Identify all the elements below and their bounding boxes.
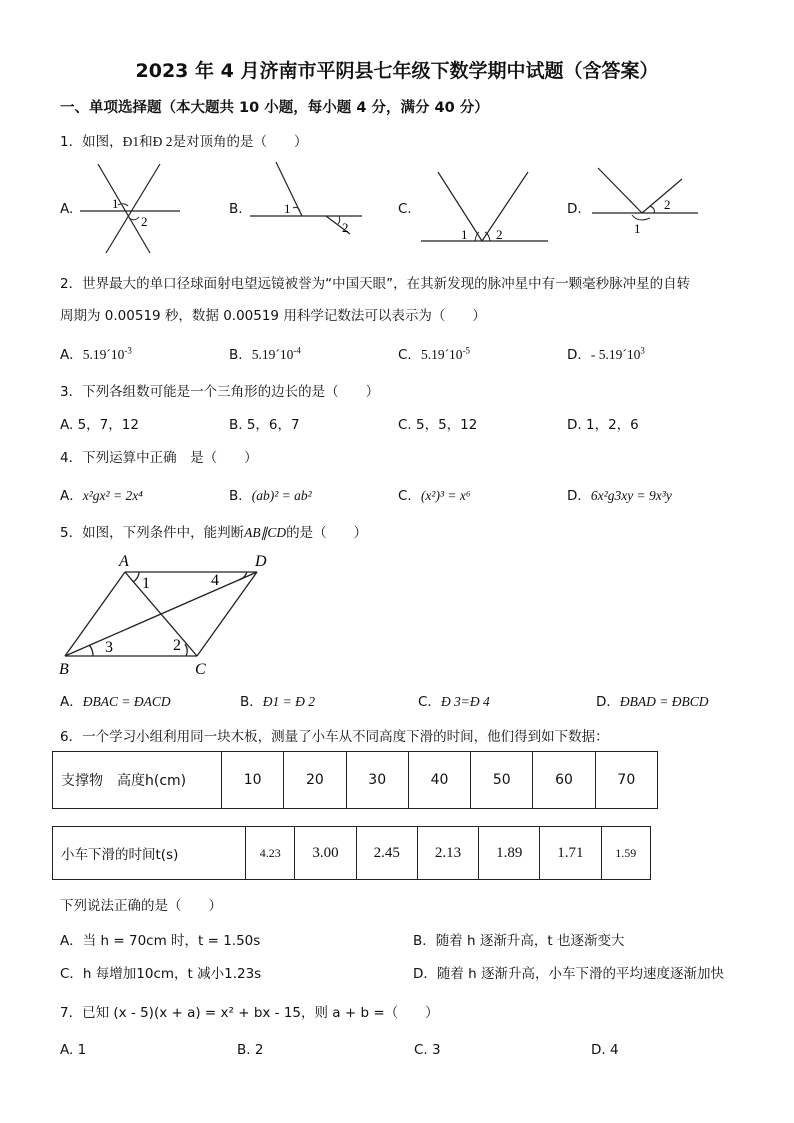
q5-condition: AB∥CD (244, 525, 287, 540)
q5-point-a: A (119, 553, 129, 570)
table-row (53, 827, 651, 880)
table-cell: 10 (222, 752, 284, 809)
q2-option-d-base: - 5.19´10 (590, 347, 641, 362)
table-row (53, 752, 658, 809)
q1d-angle-1-label: 1 (634, 221, 641, 236)
question-1-stem (60, 130, 307, 150)
q5-option-b-label: B． (240, 694, 263, 710)
q6-height-table (52, 751, 658, 809)
table-cell: 1.59 (601, 827, 650, 880)
q4-option-a-expr: x²gx² = 2x⁴ (82, 488, 143, 503)
q7-option-d: D. 4 (591, 1042, 619, 1058)
q2-option-d (567, 343, 645, 363)
q2-option-b-label: B． (229, 347, 252, 363)
q6-option-d: D．随着 h 逐渐升高，小车下滑的平均速度逐渐加快 (413, 966, 725, 982)
table-cell: 50 (471, 752, 533, 809)
table-header-cell: 小车下滑的时间t(s) (53, 827, 246, 880)
q1d-angle-2-label: 2 (664, 197, 671, 212)
q5-option-d-expr: ÐBAD = ÐBCD (619, 694, 709, 709)
table-cell: 1.71 (540, 827, 601, 880)
q1-figure-c (418, 168, 550, 246)
q1-stem-prefix: 1．如图， (60, 134, 123, 150)
q5-point-b: B (59, 661, 69, 676)
q4-option-c-expr: (x²)³ = x⁶ (420, 488, 471, 503)
page-title: 2023 年 4 月济南市平阴县七年级下数学期中试题（含答案） (135, 60, 659, 82)
question-2-line-2: 周期为 0.00519 秒，数据 0.00519 用科学记数法可以表示为（ ） (60, 308, 486, 324)
q2-option-b (229, 343, 301, 363)
q2-option-a-label: A． (60, 347, 83, 363)
q2-option-b-exp: -4 (293, 345, 301, 356)
question-3-stem: 3．下列各组数可能是一个三角形的边长的是（ ） (60, 384, 380, 400)
q3-option-a: A. 5，7，12 (60, 417, 139, 433)
q7-option-b: B. 2 (237, 1042, 264, 1058)
q4-option-b-expr: (ab)² = ab² (251, 488, 312, 503)
q7-option-a: A. 1 (60, 1042, 87, 1058)
q4-option-d-expr: 6x²g3xy = 9x³y (590, 488, 672, 503)
q7-option-c: C. 3 (414, 1042, 441, 1058)
q4-option-b (229, 484, 312, 504)
q5-option-b-expr: Ð1 = Ð 2 (262, 694, 315, 709)
q5-option-d (596, 690, 709, 710)
q1-and: 和 (139, 134, 153, 150)
q3-option-c: C. 5，5，12 (398, 417, 478, 433)
q5-option-c-label: C． (418, 694, 441, 710)
q2-option-c-base: 5.19´10 (420, 347, 463, 362)
q1-option-d-label: D. (567, 201, 582, 217)
table-header-cell: 支撑物 高度h(cm) (53, 752, 222, 809)
q5-option-c-expr: Ð 3=Ð 4 (440, 694, 490, 709)
q1-stem-suffix: 是对顶角的是（ ） (172, 134, 308, 150)
q3-option-d: D. 1，2，6 (567, 417, 639, 433)
question-4-stem: 4．下列运算中正确 是（ ） (60, 450, 258, 466)
q5-point-d: D (255, 553, 267, 570)
q5-option-a-expr: ÐBAC = ÐACD (82, 694, 171, 709)
table-cell: 30 (346, 752, 408, 809)
q4-option-a-label: A． (60, 488, 83, 504)
table-cell: 4.23 (246, 827, 295, 880)
q5-angle-4: 4 (211, 572, 219, 589)
table-cell: 70 (595, 752, 657, 809)
q5-stem-prefix: 5．如图，下列条件中，能判断 (60, 525, 245, 541)
q1-option-b-label: B. (229, 201, 243, 217)
q2-option-b-base: 5.19´10 (251, 347, 294, 362)
q2-option-d-exp: 3 (640, 345, 645, 356)
question-6-stem: 6．一个学习小组利用同一块木板，测量了小车从不同高度下滑的时间，他们得到如下数据： (60, 729, 609, 745)
section-heading: 一、单项选择题（本大题共 10 小题，每小题 4 分，满分 40 分） (60, 100, 489, 116)
q4-option-d (567, 484, 672, 504)
q5-option-b (240, 690, 315, 710)
q1-figure-d (590, 165, 702, 239)
q1b-angle-2-label: 2 (342, 220, 349, 235)
q5-angle-2: 2 (173, 637, 181, 654)
table-cell: 1.89 (479, 827, 540, 880)
q5-angle-1: 1 (142, 575, 150, 592)
q1a-angle-2-label: 2 (141, 214, 148, 229)
q6-time-table (52, 826, 651, 880)
question-5-stem (60, 521, 367, 541)
q1b-angle-1-label: 1 (284, 201, 291, 216)
q1c-angle-1-label: 1 (461, 227, 468, 242)
q5-option-c (418, 690, 490, 710)
q4-option-c-label: C． (398, 488, 421, 504)
q2-option-a-base: 5.19´10 (82, 347, 125, 362)
q1-figure-b (246, 160, 366, 238)
q6-option-a: A．当 h = 70cm 时，t = 1.50s (60, 933, 261, 949)
q4-option-d-label: D． (567, 488, 591, 504)
q2-option-d-label: D． (567, 347, 591, 363)
q2-option-c-label: C． (398, 347, 421, 363)
q5-option-d-label: D． (596, 694, 620, 710)
q1c-angle-2-label: 2 (496, 227, 503, 242)
q6-option-c: C．h 每增加10cm，t 减小1.23s (60, 966, 262, 982)
q6-followup: 下列说法正确的是（ ） (60, 898, 222, 914)
table-cell: 20 (284, 752, 346, 809)
table-cell: 40 (408, 752, 470, 809)
q4-option-c (398, 484, 471, 504)
q5-stem-suffix: 的是（ ） (286, 525, 368, 541)
q1-option-a-label: A. (60, 201, 74, 217)
q5-parallelogram-figure (55, 548, 285, 676)
q1-option-c-label: C. (398, 201, 412, 217)
table-cell: 60 (533, 752, 595, 809)
q2-option-a (60, 343, 132, 363)
question-2-line-1: 2．世界最大的单口径球面射电望远镜被誉为“中国天眼”，在其新发现的脉冲星中有一颗毫秒脉冲星的自转 (60, 276, 691, 292)
q4-option-a (60, 484, 143, 504)
q1a-angle-1-label: 1 (112, 196, 119, 211)
q5-option-a-label: A． (60, 694, 83, 710)
q2-option-c-exp: -5 (462, 345, 471, 356)
q1-angle-2: Ð 2 (152, 134, 173, 149)
q5-option-a (60, 690, 171, 710)
question-7-stem: 7．已知 (x - 5)(x + a) = x² + bx - 15，则 a + b =（ ） (60, 1005, 439, 1021)
q2-option-c (398, 343, 470, 363)
q2-option-a-exp: -3 (124, 345, 132, 356)
table-cell: 3.00 (295, 827, 356, 880)
table-cell: 2.13 (417, 827, 478, 880)
q4-option-b-label: B． (229, 488, 252, 504)
q6-option-b: B．随着 h 逐渐升高，t 也逐渐变大 (413, 933, 625, 949)
q1-angle-1: Ð1 (122, 134, 140, 149)
q1-figure-a (78, 160, 188, 258)
q3-option-b: B. 5，6，7 (229, 417, 300, 433)
q5-angle-3: 3 (105, 639, 113, 656)
q5-point-c: C (195, 661, 206, 676)
table-cell: 2.45 (356, 827, 417, 880)
